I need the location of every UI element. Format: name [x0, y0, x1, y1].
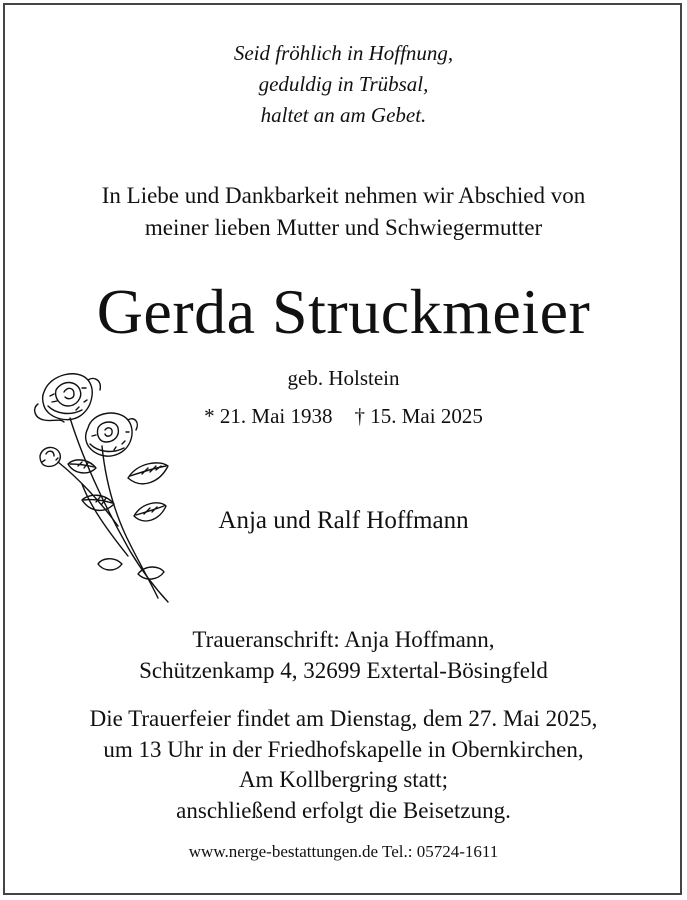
mourners: Anja und Ralf Hoffmann [218, 507, 469, 534]
death-date: † 15. Mai 2025 [354, 404, 483, 428]
intro-line-1: In Liebe und Dankbarkeit nehmen wir Abschied von [101, 183, 586, 208]
address-line-1: Traueranschrift: Anja Hoffmann, [192, 627, 495, 652]
verse-line-2: geduldig in Trübsal, [258, 72, 429, 96]
funeral-details [0, 704, 687, 826]
birth-date: * 21. Mai 1938 [204, 404, 333, 428]
roses-illustration [30, 366, 180, 606]
intro-line-2: meiner lieben Mutter und Schwiegermutter [144, 215, 543, 240]
funeral-home-contact: www.nerge-bestattungen.de Tel.: 05724-1611 [188, 842, 499, 861]
mourning-address [0, 624, 687, 686]
verse-line-3: haltet an am Gebet. [260, 103, 427, 127]
verse-line-1: Seid fröhlich in Hoffnung, [233, 41, 454, 65]
verse [0, 38, 687, 131]
intro-text [0, 180, 687, 244]
funeral-line-1: Die Trauerfeier findet am Dienstag, dem 27. Mai 2025, [89, 706, 598, 731]
birth-name: geb. Holstein [287, 366, 400, 390]
deceased-name: Gerda Struckmeier [96, 276, 591, 347]
funeral-line-4: anschließend erfolgt die Beisetzung. [176, 797, 511, 823]
funeral-line-3: Am Kollbergring statt; [238, 767, 449, 792]
funeral-line-2: um 13 Uhr in der Friedhofskapelle in Obernkirchen, [103, 736, 584, 762]
address-line-2: Schützenkamp 4, 32699 Extertal-Bösingfeld [139, 658, 548, 683]
